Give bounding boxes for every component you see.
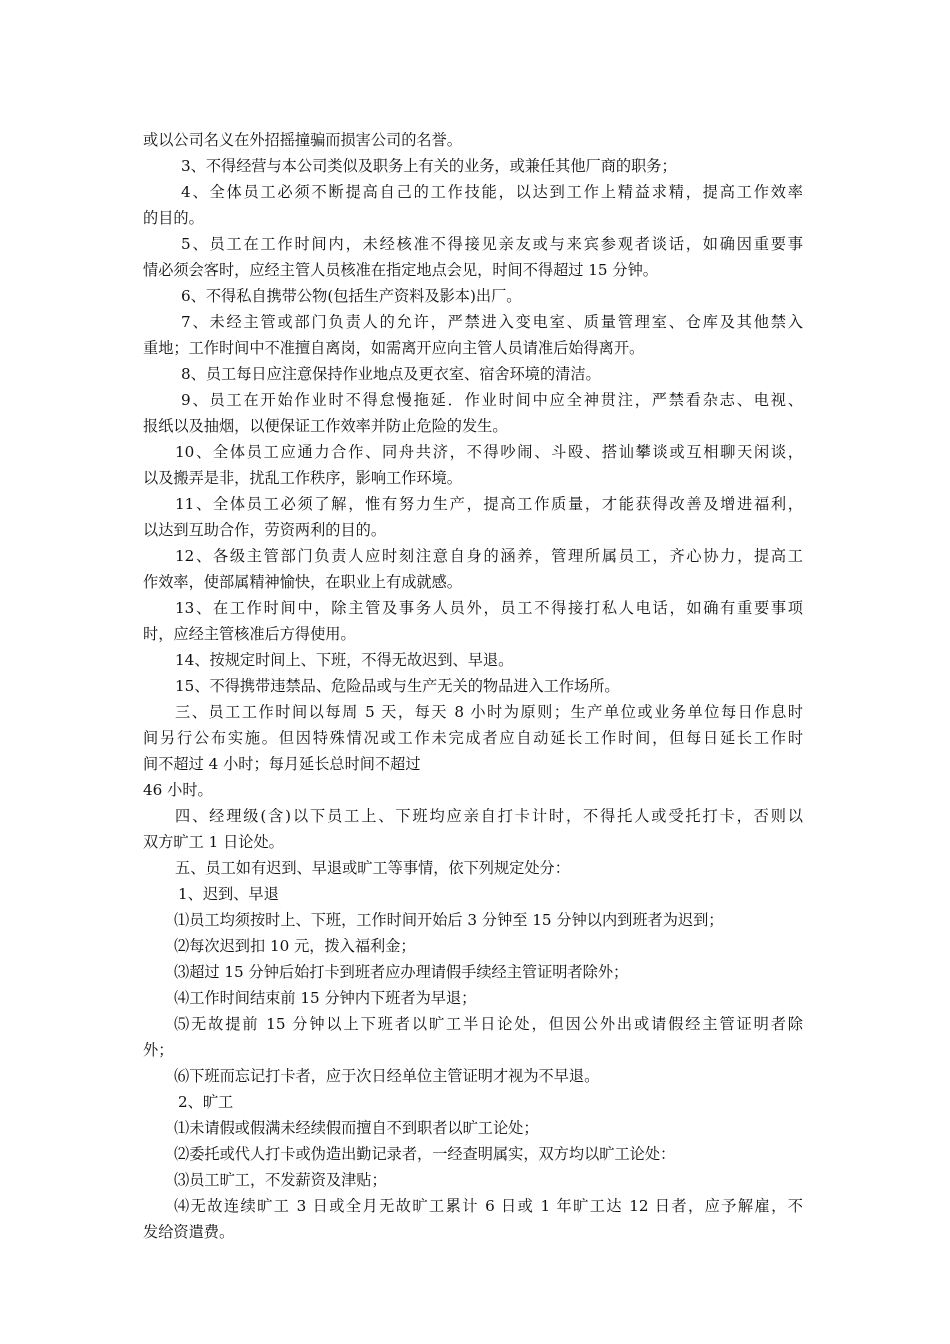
text-line: 8、员工每日应注意保持作业地点及更衣室、宿舍环境的清洁。 (181, 365, 601, 383)
text-line: 发给资遣费。 (143, 1223, 235, 1241)
text-line: 14、按规定时间上、下班，不得无故迟到、早退。 (175, 651, 514, 669)
text-line: 10、全体员工应通力合作、同舟共济，不得吵闹、斗殴、搭讪攀谈或互相聊天闲谈， (175, 443, 803, 461)
text-line: 4、全体员工必须不断提高自己的工作技能，以达到工作上精益求精，提高工作效率 (181, 183, 803, 201)
text-line: 以达到互助合作，劳资两利的目的。 (143, 521, 386, 539)
text-line: 15、不得携带违禁品、危险品或与生产无关的物品进入工作场所。 (175, 677, 620, 695)
text-line: ⑶超过 15 分钟后始打卡到班者应办理请假手续经主管证明者除外； (174, 963, 629, 981)
text-line: 的目的。 (143, 209, 204, 227)
document-body (143, 127, 803, 1245)
text-line: 9、员工在开始作业时不得怠慢拖延．作业时间中应全神贯注，严禁看杂志、电视、 (181, 391, 803, 409)
text-line: 11、全体员工必须了解，惟有努力生产，提高工作质量，才能获得改善及增进福利， (175, 495, 803, 513)
text-line: 13、在工作时间中，除主管及事务人员外，员工不得接打私人电话，如确有重要事项 (175, 599, 803, 617)
text-line: ⑹下班而忘记打卡者，应于次日经单位主管证明才视为不早退。 (174, 1067, 600, 1085)
text-line: 5、员工在工作时间内，未经核准不得接见亲友或与来宾参观者谈话，如确因重要事 (181, 235, 803, 253)
text-line: ⑸无故提前 15 分钟以上下班者以旷工半日论处，但因公外出或请假经主管证明者除 (174, 1015, 803, 1033)
text-line: 3、不得经营与本公司类似及职务上有关的业务，或兼任其他厂商的职务； (181, 157, 677, 175)
text-line: 1、迟到、早退 (178, 885, 279, 903)
text-line: 双方旷工 1 日论处。 (143, 833, 284, 851)
text-line: 46 小时。 (143, 781, 213, 799)
text-line: 五、员工如有迟到、早退或旷工等事情，依下列规定处分： (175, 859, 570, 877)
text-line: ⑷工作时间结束前 15 分钟内下班者为早退； (174, 989, 477, 1007)
text-line: 以及搬弄是非，扰乱工作秩序，影响工作环境。 (143, 469, 462, 487)
text-line: 重地；工作时间中不准擅自离岗，如需离开应向主管人员请准后始得离开。 (143, 339, 645, 357)
text-line: ⑷无故连续旷工 3 日或全月无故旷工累计 6 日或 1 年旷工达 12 日者，应予解雇，不 (174, 1197, 803, 1215)
text-line: 2、旷工 (178, 1093, 234, 1111)
text-line: 作效率，使部属精神愉快，在职业上有成就感。 (143, 573, 462, 591)
text-line: ⑵委托或代人打卡或伪造出勤记录者，一经查明属实，双方均以旷工论处： (174, 1145, 676, 1163)
text-line: 情必须会客时，应经主管人员核准在指定地点会见，时间不得超过 15 分钟。 (143, 261, 658, 279)
text-line: ⑴员工均须按时上、下班，工作时间开始后 3 分钟至 15 分钟以内到班者为迟到； (174, 911, 724, 929)
text-line: 或以公司名义在外招摇撞骗而损害公司的名誉。 (143, 131, 462, 149)
text-line: 外； (143, 1041, 174, 1059)
text-line: 报纸以及抽烟，以便保证工作效率并防止危险的发生。 (143, 417, 508, 435)
text-line: 间另行公布实施。但因特殊情况或工作未完成者应自动延长工作时间，但每日延长工作时 (143, 729, 803, 747)
text-line: 四、经理级(含)以下员工上、下班均应亲自打卡计时，不得托人或受托打卡，否则以 (175, 807, 803, 825)
text-line: 12、各级主管部门负责人应时刻注意自身的涵养，管理所属员工，齐心协力，提高工 (175, 547, 803, 565)
text-line: 三、员工工作时间以每周 5 天，每天 8 小时为原则；生产单位或业务单位每日作息时 (175, 703, 803, 721)
text-line: 6、不得私自携带公物(包括生产资料及影本)出厂。 (181, 287, 522, 305)
text-line: 7、未经主管或部门负责人的允许，严禁进入变电室、质量管理室、仓库及其他禁入 (181, 313, 803, 331)
text-line: ⑶员工旷工，不发薪资及津贴； (174, 1171, 387, 1189)
text-line: 时，应经主管核准后方得使用。 (143, 625, 356, 643)
text-line: ⑵每次迟到扣 10 元，拨入福利金； (174, 937, 416, 955)
text-line: 间不超过 4 小时；每月延长总时间不超过 (143, 755, 421, 773)
text-line: ⑴未请假或假满未经续假而擅自不到职者以旷工论处； (174, 1119, 539, 1137)
